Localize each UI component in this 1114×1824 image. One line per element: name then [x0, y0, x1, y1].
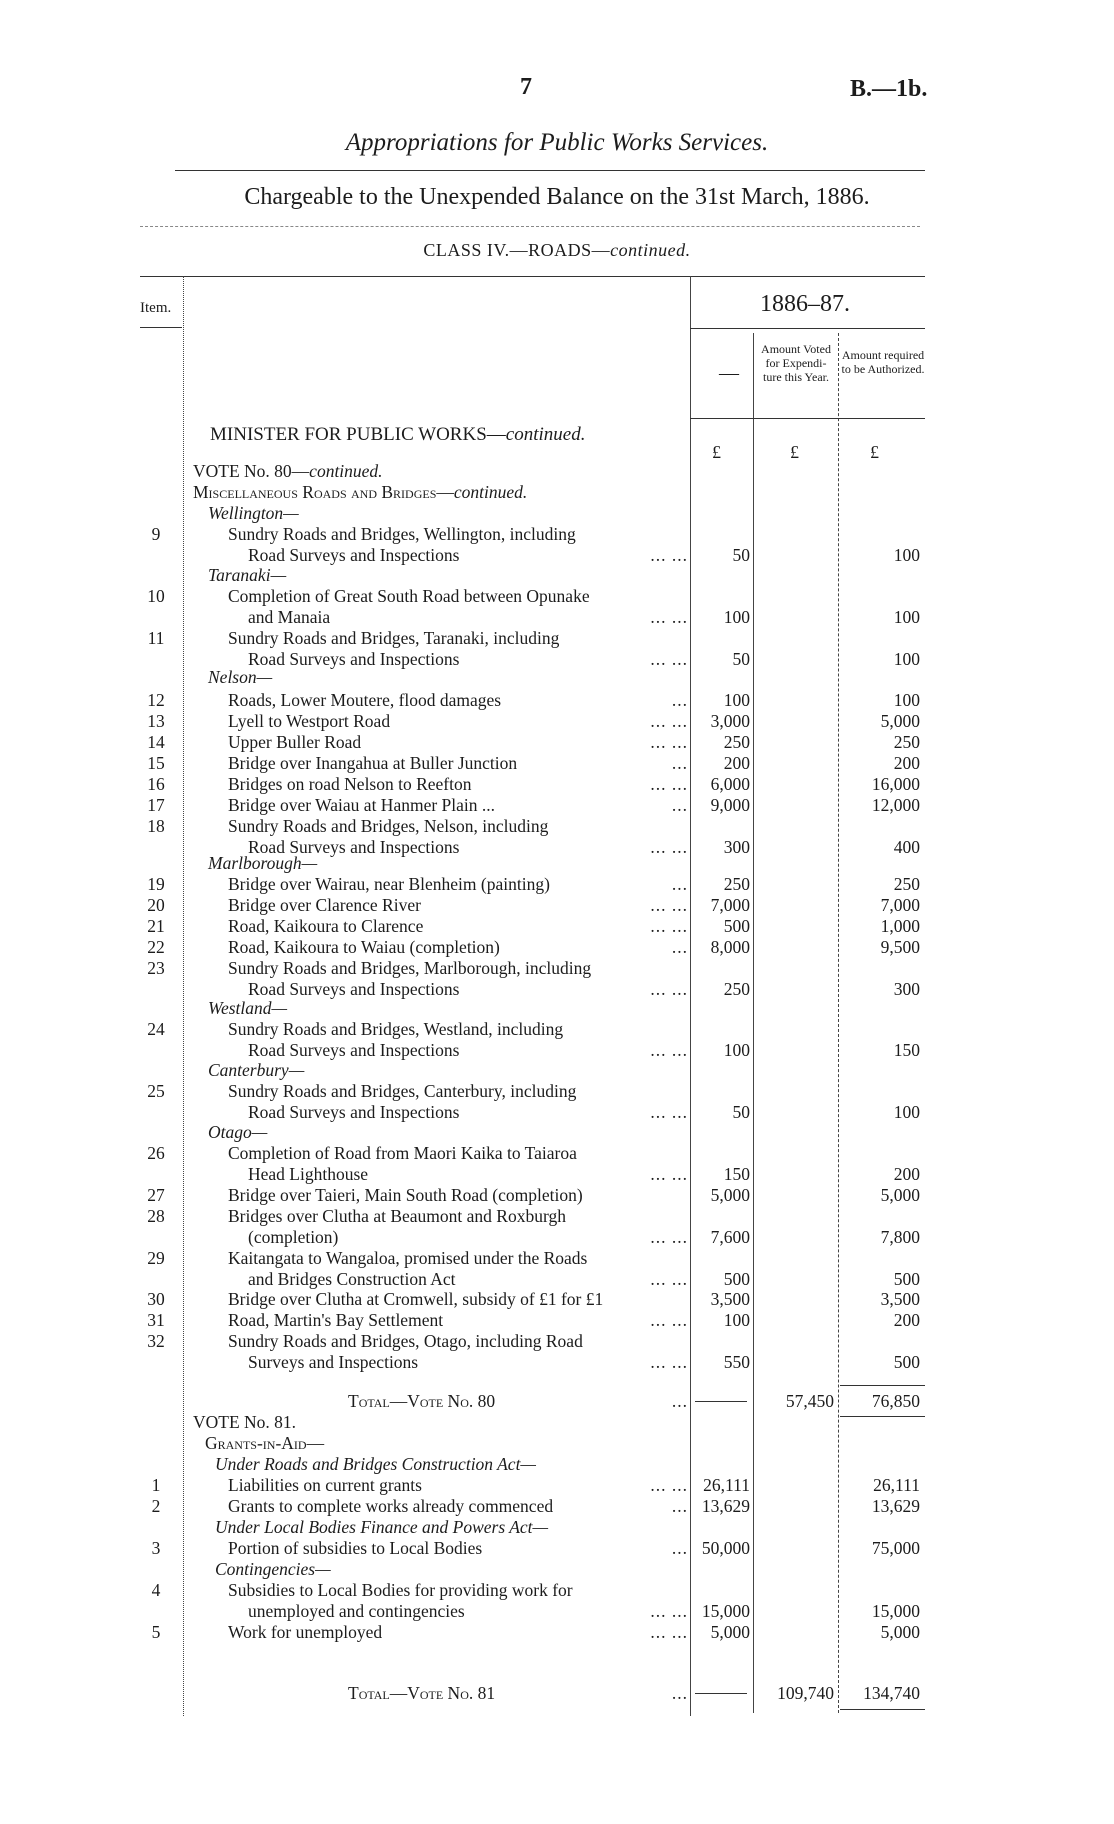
table-top-rule — [140, 276, 925, 277]
item-number: 26 — [147, 1143, 165, 1163]
dot-leader: ... ... — [650, 837, 688, 857]
required-value: 500 — [893, 1269, 920, 1289]
vote-81-total-voted: 109,740 — [777, 1683, 834, 1703]
item-description: Completion of Great South Road between Opunake — [228, 586, 590, 606]
item-number: 30 — [147, 1289, 165, 1309]
item-column-divider — [183, 276, 184, 1716]
year-header-rule — [690, 328, 925, 329]
vote-81-contingencies-heading: Contingencies— — [215, 1559, 331, 1579]
item-column-header: Item. — [140, 300, 172, 316]
item-number: 5 — [151, 1622, 161, 1642]
amount-value: 100 — [723, 690, 750, 710]
dot-leader: ... ... — [650, 545, 688, 565]
class-heading: CLASS IV.—ROADS—continued. — [423, 240, 691, 260]
item-number: 14 — [147, 732, 165, 752]
dot-leader: ... ... — [650, 1164, 688, 1184]
dot-leader: ... ... — [650, 774, 688, 794]
required-value: 15,000 — [871, 1601, 920, 1621]
vote-80-total-voted: 57,450 — [785, 1391, 834, 1411]
item-number: 28 — [147, 1206, 165, 1226]
item-number: 11 — [147, 628, 165, 648]
required-value: 7,800 — [880, 1227, 920, 1247]
item-description: Sundry Roads and Bridges, Marlborough, including — [228, 958, 592, 978]
dot-leader: ... ... — [650, 1310, 688, 1330]
dot-leader: ... ... — [650, 1269, 688, 1289]
region-wellington: Wellington— — [208, 503, 299, 523]
required-value: 9,500 — [880, 937, 920, 957]
item-number: 13 — [147, 711, 165, 731]
required-value: 12,000 — [871, 795, 920, 815]
item-number: 25 — [147, 1081, 165, 1101]
item-description-continued: Head Lighthouse — [248, 1164, 369, 1184]
region-taranaki: Taranaki— — [208, 565, 287, 585]
required-value: 400 — [893, 837, 920, 857]
item-number: 19 — [147, 874, 165, 894]
minister-heading: MINISTER FOR PUBLIC WORKS—continued. — [210, 424, 586, 445]
item-number: 29 — [147, 1248, 165, 1268]
vote-81-rbca-heading: Under Roads and Bridges Construction Act— — [215, 1454, 536, 1474]
item-number: 23 — [147, 958, 165, 978]
vote-80-required-rule-top — [840, 1385, 925, 1386]
item-description-continued: Road Surveys and Inspections — [248, 649, 460, 669]
item-description: Work for unemployed — [228, 1622, 383, 1642]
item-number: 3 — [151, 1538, 161, 1558]
amount-value: 3,000 — [710, 711, 750, 731]
description-column-divider — [690, 276, 691, 1716]
item-description: Road, Martin's Bay Settlement — [228, 1310, 444, 1330]
amount-value: 100 — [723, 607, 750, 627]
required-value: 100 — [893, 607, 920, 627]
amount-value: 5,000 — [710, 1622, 750, 1642]
amount-value: 100 — [723, 1310, 750, 1330]
dot-leader: ... — [671, 1496, 688, 1516]
required-value: 5,000 — [880, 1185, 920, 1205]
item-description: Roads, Lower Moutere, flood damages — [228, 690, 502, 710]
dot-leader: ... ... — [650, 1102, 688, 1122]
item-description: Lyell to Westport Road — [228, 711, 391, 731]
item-number: 12 — [147, 690, 165, 710]
vote-81-total-label: Total—Vote No. 81 — [348, 1683, 496, 1703]
dot-leader: ... ... — [650, 607, 688, 627]
item-number: 24 — [147, 1019, 165, 1039]
item-description: Liabilities on current grants — [228, 1475, 422, 1495]
item-description: Grants to complete works already commenced — [228, 1496, 554, 1516]
dot-leader: ... ... — [650, 1040, 688, 1060]
vote-81-heading: VOTE No. 81. — [193, 1412, 297, 1432]
amount-value: 13,629 — [701, 1496, 750, 1516]
amount-value: 50,000 — [701, 1538, 750, 1558]
item-description: Bridges on road Nelson to Reefton — [228, 774, 472, 794]
item-description: Completion of Road from Maori Kaika to Taiaroa — [228, 1143, 577, 1163]
item-description-continued: Road Surveys and Inspections — [248, 979, 460, 999]
item-number: 15 — [147, 753, 165, 773]
amount-value: 300 — [723, 837, 750, 857]
item-description: Bridge over Wairau, near Blenheim (painting) — [228, 874, 550, 894]
item-number: 4 — [151, 1580, 161, 1600]
vote-80-required-rule-bottom — [840, 1416, 925, 1417]
item-description: Bridge over Clarence River — [228, 895, 421, 915]
amount-value: 50 — [732, 545, 750, 565]
item-number: 27 — [147, 1185, 165, 1205]
amount-value: 250 — [723, 979, 750, 999]
required-value: 100 — [893, 690, 920, 710]
required-value: 500 — [893, 1352, 920, 1372]
item-description: Upper Buller Road — [228, 732, 362, 752]
item-description: Sundry Roads and Bridges, Canterbury, including — [228, 1081, 577, 1101]
required-value: 100 — [893, 1102, 920, 1122]
document-reference: B.—1b. — [850, 76, 928, 102]
required-value: 7,000 — [880, 895, 920, 915]
item-description: Subsidies to Local Bodies for providing work for — [228, 1580, 573, 1600]
amount-value: 500 — [723, 916, 750, 936]
item-number: 16 — [147, 774, 165, 794]
item-description: Bridge over Inangahua at Buller Junction — [228, 753, 518, 773]
item-description-continued: Road Surveys and Inspections — [248, 1040, 460, 1060]
page-subtitle: Chargeable to the Unexpended Balance on the 31st March, 1886. — [244, 184, 870, 210]
amount-value: 7,600 — [710, 1227, 750, 1247]
vote-81-required-rule-bottom — [840, 1709, 925, 1710]
dot-leader: ... ... — [650, 895, 688, 915]
dot-leader: ... ... — [650, 1475, 688, 1495]
item-description: Bridge over Waiau at Hanmer Plain ... — [228, 795, 496, 815]
vote-81-total-leader: ... — [671, 1683, 688, 1703]
item-number: 22 — [147, 937, 165, 957]
vote-81-total-dash — [695, 1693, 747, 1694]
item-number: 32 — [147, 1331, 165, 1351]
page-number: 7 — [520, 74, 532, 100]
pound-sign-col3: £ — [870, 442, 879, 462]
item-description: Sundry Roads and Bridges, Otago, including Road — [228, 1331, 583, 1351]
dot-leader: ... ... — [650, 916, 688, 936]
item-number: 17 — [147, 795, 165, 815]
item-number: 2 — [151, 1496, 161, 1516]
item-description-continued: and Bridges Construction Act — [248, 1269, 456, 1289]
dot-leader: ... — [671, 795, 688, 815]
required-value: 75,000 — [871, 1538, 920, 1558]
required-value: 250 — [893, 874, 920, 894]
column-1-header: — — [719, 362, 739, 384]
region-marlborough: Marlborough— — [208, 853, 318, 873]
pound-sign-col1: £ — [712, 442, 721, 462]
item-description: Bridge over Clutha at Cromwell, subsidy of £1 for £1 — [228, 1289, 604, 1309]
region-canterbury: Canterbury— — [208, 1060, 305, 1080]
pound-sign-col2: £ — [790, 442, 799, 462]
item-description-continued: unemployed and contingencies — [248, 1601, 465, 1621]
required-value: 100 — [893, 649, 920, 669]
dot-leader: ... — [671, 753, 688, 773]
item-description: Sundry Roads and Bridges, Westland, including — [228, 1019, 564, 1039]
item-description: Portion of subsidies to Local Bodies — [228, 1538, 483, 1558]
item-number: 31 — [147, 1310, 165, 1330]
year-header: 1886–87. — [760, 291, 850, 317]
dot-leader: ... ... — [650, 1227, 688, 1247]
amount-column-divider — [753, 333, 754, 1713]
amount-required-header: Amount required to be Authorized. — [841, 348, 925, 376]
item-description: Road, Kaikoura to Clarence — [228, 916, 424, 936]
amount-value: 15,000 — [701, 1601, 750, 1621]
item-number: 9 — [151, 524, 161, 544]
vote-81-grants-heading: Grants-in-Aid— — [205, 1433, 325, 1453]
item-header-rule — [140, 327, 182, 328]
region-westland: Westland— — [208, 998, 288, 1018]
item-number: 1 — [151, 1475, 161, 1495]
item-description-continued: (completion) — [248, 1227, 339, 1247]
dot-leader: ... — [671, 874, 688, 894]
item-description: Sundry Roads and Bridges, Nelson, including — [228, 816, 549, 836]
required-value: 250 — [893, 732, 920, 752]
item-description: Sundry Roads and Bridges, Wellington, including — [228, 524, 576, 544]
item-description-continued: Road Surveys and Inspections — [248, 1102, 460, 1122]
amount-value: 5,000 — [710, 1185, 750, 1205]
amount-value: 6,000 — [710, 774, 750, 794]
vote-80-total-label: Total—Vote No. 80 — [348, 1391, 496, 1411]
subtitle-rule — [140, 226, 920, 227]
region-nelson: Nelson— — [208, 667, 273, 687]
vote-80-total-dash — [695, 1401, 747, 1402]
vote-80-total-required: 76,850 — [871, 1391, 920, 1411]
amount-value: 7,000 — [710, 895, 750, 915]
dot-leader: ... ... — [650, 1601, 688, 1621]
dot-leader: ... ... — [650, 649, 688, 669]
item-description: Road, Kaikoura to Waiau (completion) — [228, 937, 500, 957]
item-description: Kaitangata to Wangaloa, promised under the Roads — [228, 1248, 588, 1268]
vote-80-subheading: Miscellaneous Roads and Bridges—continued. — [193, 482, 528, 502]
dot-leader: ... ... — [650, 732, 688, 752]
amount-value: 550 — [723, 1352, 750, 1372]
page-title: Appropriations for Public Works Services. — [345, 129, 769, 156]
vote-80-total-leader: ... — [671, 1391, 688, 1411]
region-otago: Otago— — [208, 1122, 268, 1142]
dot-leader: ... ... — [650, 1352, 688, 1372]
required-value: 5,000 — [880, 711, 920, 731]
amount-value: 250 — [723, 732, 750, 752]
amount-value: 100 — [723, 1040, 750, 1060]
required-value: 300 — [893, 979, 920, 999]
required-value: 13,629 — [871, 1496, 920, 1516]
amount-value: 3,500 — [710, 1289, 750, 1309]
required-value: 200 — [893, 1310, 920, 1330]
item-description-continued: Road Surveys and Inspections — [248, 545, 460, 565]
amount-value: 26,111 — [703, 1475, 750, 1495]
voted-column-divider — [838, 333, 839, 1713]
amount-value: 150 — [723, 1164, 750, 1184]
dot-leader: ... — [671, 690, 688, 710]
title-rule — [175, 170, 925, 171]
amount-value: 50 — [732, 649, 750, 669]
item-number: 18 — [147, 816, 165, 836]
item-description: Bridges over Clutha at Beaumont and Roxburgh — [228, 1206, 566, 1226]
required-value: 5,000 — [880, 1622, 920, 1642]
vote-81-total-required: 134,740 — [863, 1683, 920, 1703]
required-value: 150 — [893, 1040, 920, 1060]
item-description-continued: Surveys and Inspections — [248, 1352, 419, 1372]
required-value: 100 — [893, 545, 920, 565]
amount-voted-header: Amount Voted for Expendi-ture this Year. — [761, 342, 831, 384]
dot-leader: ... ... — [650, 1622, 688, 1642]
vote-80-heading: VOTE No. 80—continued. — [193, 461, 383, 481]
required-value: 16,000 — [871, 774, 920, 794]
item-description: Bridge over Taieri, Main South Road (completion) — [228, 1185, 583, 1205]
dot-leader: ... ... — [650, 711, 688, 731]
amount-value: 500 — [723, 1269, 750, 1289]
required-value: 3,500 — [880, 1289, 920, 1309]
amount-value: 9,000 — [710, 795, 750, 815]
dot-leader: ... — [671, 937, 688, 957]
amount-value: 50 — [732, 1102, 750, 1122]
item-description-continued: Road Surveys and Inspections — [248, 837, 460, 857]
dot-leader: ... ... — [650, 979, 688, 999]
vote-81-lbfpa-heading: Under Local Bodies Finance and Powers Act— — [215, 1517, 549, 1537]
item-description-continued: and Manaia — [248, 607, 331, 627]
dot-leader: ... — [671, 1538, 688, 1558]
required-value: 200 — [893, 1164, 920, 1184]
column-header-rule — [690, 418, 925, 419]
item-number: 20 — [147, 895, 165, 915]
required-value: 200 — [893, 753, 920, 773]
item-description: Sundry Roads and Bridges, Taranaki, including — [228, 628, 560, 648]
required-value: 26,111 — [873, 1475, 920, 1495]
item-number: 10 — [147, 586, 165, 606]
amount-value: 200 — [723, 753, 750, 773]
item-number: 21 — [147, 916, 165, 936]
required-value: 1,000 — [880, 916, 920, 936]
amount-value: 250 — [723, 874, 750, 894]
amount-value: 8,000 — [710, 937, 750, 957]
